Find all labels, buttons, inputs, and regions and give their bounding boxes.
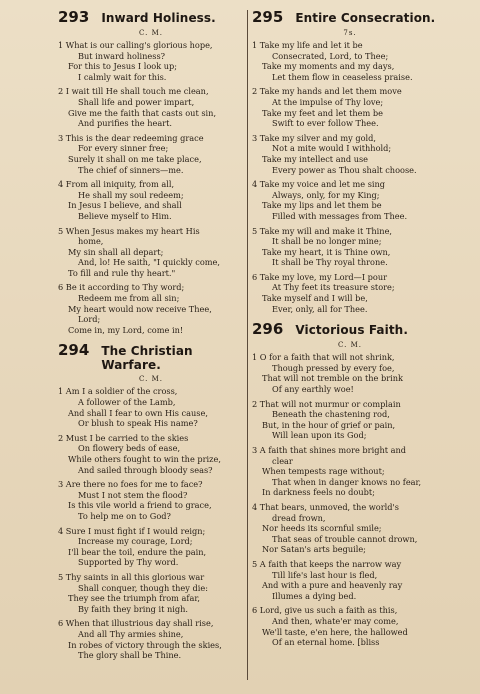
hymn-295 bbox=[252, 8, 448, 314]
verse-line: Surely it shall on me take place, bbox=[68, 153, 202, 164]
verse-line: I'll bear the toil, endure the pain, bbox=[68, 546, 207, 557]
hymn-number: 295 bbox=[252, 8, 284, 26]
hymn-number: 293 bbox=[58, 8, 90, 26]
verse-line: 3 Take my silver and my gold, bbox=[252, 132, 376, 143]
verse-line: home, bbox=[78, 236, 104, 247]
verse-line: And then, whate'er may come, bbox=[272, 615, 399, 626]
verse-line: 6 Be it according to Thy word; bbox=[58, 282, 185, 293]
verse-line: That when in danger knows no fear, bbox=[272, 476, 422, 487]
verse bbox=[58, 386, 244, 428]
column-divider bbox=[247, 10, 248, 680]
verse-line: I calmly wait for this. bbox=[78, 71, 167, 82]
verse-line: 6 Take my love, my Lord—I pour bbox=[252, 271, 388, 282]
verse-line: 2 I wait till He shall touch me clean, bbox=[58, 86, 209, 97]
verse-line: Increase my courage, Lord; bbox=[78, 536, 193, 547]
verse-line: In robes of victory through the skies, bbox=[68, 639, 222, 650]
verse-line: 3 This is the dear redeeming grace bbox=[58, 132, 204, 143]
verse-line: 4 Sure I must fight if I would reign; bbox=[58, 525, 206, 536]
hymn-meter: C. M. bbox=[338, 341, 362, 350]
verse-line: At the impulse of Thy love; bbox=[272, 96, 384, 107]
verse-line: Is this vile world a friend to grace, bbox=[68, 500, 212, 511]
verse-line: Take my heart, it is Thine own, bbox=[262, 246, 391, 257]
verse-line: And, lo! He saith, "I quickly come, bbox=[78, 257, 220, 268]
verse bbox=[252, 40, 448, 82]
verse bbox=[58, 282, 244, 335]
hymn-meter: C. M. bbox=[139, 375, 163, 384]
verse-line: Take my moments and my days, bbox=[262, 61, 395, 72]
verse-line: 1 What is our calling's glorious hope, bbox=[58, 40, 213, 50]
verse-line: To fill and rule thy heart." bbox=[68, 267, 176, 278]
verse bbox=[58, 572, 244, 614]
verse-line: 5 Thy saints in all this glorious war bbox=[58, 571, 205, 582]
hymn-heading bbox=[58, 341, 244, 372]
verse-line: Not a mite would I withhold; bbox=[272, 143, 392, 154]
verse-line: 1 Take my life and let it be bbox=[252, 40, 363, 50]
verse-line: 2 Must I be carried to the skies bbox=[58, 432, 189, 443]
verse-line: The chief of sinners—me. bbox=[78, 164, 184, 175]
verse-line: Take my feet and let them be bbox=[262, 107, 383, 118]
verse-line: 4 That bears, unmoved, the world's bbox=[252, 501, 399, 512]
verse bbox=[252, 133, 448, 175]
verse-line: Lord; bbox=[78, 314, 101, 325]
verse-line: Take my intellect and use bbox=[262, 153, 369, 164]
verse-line: 5 A faith that keeps the narrow way bbox=[252, 558, 402, 569]
verse-line: In darkness feels no doubt; bbox=[262, 487, 375, 498]
verse-line: Take myself and I will be, bbox=[262, 293, 368, 304]
hymn-title: Inward Holiness. bbox=[101, 11, 216, 25]
verse-line: Nor Satan's arts beguile; bbox=[262, 544, 366, 555]
hymn-meter: 7s. bbox=[343, 29, 357, 37]
verse-line: 5 Take my will and make it Thine, bbox=[252, 225, 393, 236]
verse-line: 4 From all iniquity, from all, bbox=[58, 179, 175, 190]
hymn-heading bbox=[252, 320, 448, 338]
verse-line: Come in, my Lord, come in! bbox=[68, 324, 184, 335]
verse-line: Believe myself to Him. bbox=[78, 210, 172, 221]
hymn-title: Victorious Faith. bbox=[295, 323, 408, 338]
verse-line: Beneath the chastening rod, bbox=[272, 409, 390, 420]
hymn-294 bbox=[58, 341, 244, 660]
verse-line: dread frown, bbox=[272, 512, 326, 523]
verse bbox=[252, 605, 448, 647]
hymn-number: 294 bbox=[58, 341, 90, 360]
verse-line: Redeem me from all sin; bbox=[78, 293, 180, 304]
verse-line: Though pressed by every foe, bbox=[272, 362, 395, 373]
verse-line: 2 That will not murmur or complain bbox=[252, 398, 401, 409]
hymn-293 bbox=[58, 8, 244, 335]
verse-line: By faith they bring it nigh. bbox=[78, 603, 188, 614]
hymn-title: Entire Consecration. bbox=[295, 11, 436, 25]
hymn-meter: C. M. bbox=[139, 29, 163, 37]
verse-line: And shall I fear to own His cause, bbox=[68, 407, 208, 418]
verse-line: Consecrated, Lord, to Thee; bbox=[272, 50, 389, 61]
verse-line: And with a pure and heavenly ray bbox=[262, 580, 403, 591]
verse-line: And purifies the heart. bbox=[78, 118, 173, 129]
verse-line: He shall my soul redeem; bbox=[78, 189, 184, 200]
verse-line: My sin shall all depart; bbox=[68, 246, 164, 257]
verse-line: Supported by Thy word. bbox=[78, 557, 179, 568]
left-column bbox=[58, 8, 244, 667]
verse-line: My heart would now receive Thee, bbox=[68, 303, 212, 314]
verse-line: When tempests rage without; bbox=[262, 466, 385, 477]
hymn-number: 296 bbox=[252, 320, 284, 339]
verse bbox=[252, 559, 448, 601]
verse-line: In Jesus I believe, and shall bbox=[68, 200, 182, 211]
verse bbox=[252, 502, 448, 555]
verse-line: And sailed through bloody seas? bbox=[78, 464, 213, 475]
verse bbox=[252, 179, 448, 221]
verse-line: That will not tremble on the brink bbox=[262, 373, 404, 384]
verse-line: Shall conquer, though they die: bbox=[78, 582, 208, 593]
verse-line: Let them flow in ceaseless praise. bbox=[272, 71, 413, 82]
verse-line: Or blush to speak His name? bbox=[78, 418, 198, 429]
verse-line: Illumes a dying bed. bbox=[272, 590, 357, 601]
verse bbox=[58, 433, 244, 475]
verse-line: clear bbox=[272, 455, 293, 466]
hymn-296 bbox=[252, 320, 448, 647]
verse-line: Will lean upon its God; bbox=[272, 430, 367, 441]
verse bbox=[58, 618, 244, 660]
verse bbox=[252, 86, 448, 128]
verse-line: 3 A faith that shines more bright and bbox=[252, 445, 407, 455]
verse-line: A follower of the Lamb, bbox=[78, 397, 176, 408]
verse-line: To help me on to God? bbox=[78, 510, 171, 521]
verse-line: It shall be no longer mine; bbox=[272, 236, 382, 247]
verse bbox=[252, 399, 448, 441]
hymn-heading bbox=[252, 8, 448, 26]
verse-line: But, in the hour of grief or pain, bbox=[262, 419, 396, 430]
verse-line: And all Thy armies shine, bbox=[78, 628, 184, 639]
verse-line: Always, only, for my King; bbox=[272, 189, 380, 200]
verse-line: But inward holiness? bbox=[78, 50, 166, 61]
verse-line: The glory shall be Thine. bbox=[78, 650, 182, 661]
verse-line: 2 Take my hands and let them move bbox=[252, 86, 402, 97]
verse-line: On flowery beds of ease, bbox=[78, 443, 181, 454]
hymn-heading bbox=[58, 8, 244, 26]
verse-line: Shall life and power impart, bbox=[78, 96, 195, 107]
verse-line: It shall be Thy royal throne. bbox=[272, 257, 388, 268]
verse-line: Give me the faith that casts out sin, bbox=[68, 107, 217, 118]
verse bbox=[252, 445, 448, 498]
verse bbox=[58, 226, 244, 279]
verse bbox=[58, 40, 244, 82]
verse bbox=[58, 133, 244, 175]
verse-line: 4 Take my voice and let me sing bbox=[252, 179, 386, 190]
verse-line: While others fought to win the prize, bbox=[68, 454, 221, 464]
verse-line: That seas of trouble cannot drown, bbox=[272, 533, 418, 544]
verse-line: 6 When that illustrious day shall rise, bbox=[58, 618, 214, 629]
verse-line: Take my lips and let them be bbox=[262, 200, 382, 211]
right-column bbox=[252, 8, 448, 654]
verse-line: We'll taste, e'en here, the hallowed bbox=[262, 626, 408, 637]
verse-line: 1 O for a faith that will not shrink, bbox=[252, 352, 395, 363]
verse-line: Of any earthly woe! bbox=[272, 384, 354, 395]
verse-line: Every power as Thou shalt choose. bbox=[272, 164, 417, 175]
verse-line: Till life's last hour is fled, bbox=[272, 569, 378, 580]
verse-line: For this to Jesus I look up; bbox=[68, 61, 178, 72]
verse-line: Swift to ever follow Thee. bbox=[272, 118, 379, 129]
verse bbox=[252, 272, 448, 314]
verse-line: For every sinner free; bbox=[78, 143, 169, 154]
verse bbox=[58, 86, 244, 128]
hymn-title: The Christian Warfare. bbox=[101, 344, 193, 373]
verse-line: They see the triumph from afar, bbox=[68, 593, 200, 604]
verse bbox=[58, 479, 244, 521]
verse bbox=[58, 179, 244, 221]
verse-line: 6 Lord, give us such a faith as this, bbox=[252, 605, 398, 616]
verse bbox=[252, 226, 448, 268]
verse-line: Nor heeds its scornful smile; bbox=[262, 523, 382, 534]
verse-line: 1 Am I a soldier of the cross, bbox=[58, 386, 178, 397]
verse-line: 5 When Jesus makes my heart His bbox=[58, 225, 200, 236]
verse-line: Must I not stem the flood? bbox=[78, 489, 188, 500]
verse-line: Of an eternal home. [bliss bbox=[272, 637, 380, 648]
verse-line: Filled with messages from Thee. bbox=[272, 210, 408, 221]
verse-line: 3 Are there no foes for me to face? bbox=[58, 479, 203, 490]
verse-line: Ever, only, all for Thee. bbox=[272, 303, 368, 314]
verse bbox=[252, 352, 448, 394]
verse-line: At Thy feet its treasure store; bbox=[272, 282, 395, 293]
verse bbox=[58, 526, 244, 568]
